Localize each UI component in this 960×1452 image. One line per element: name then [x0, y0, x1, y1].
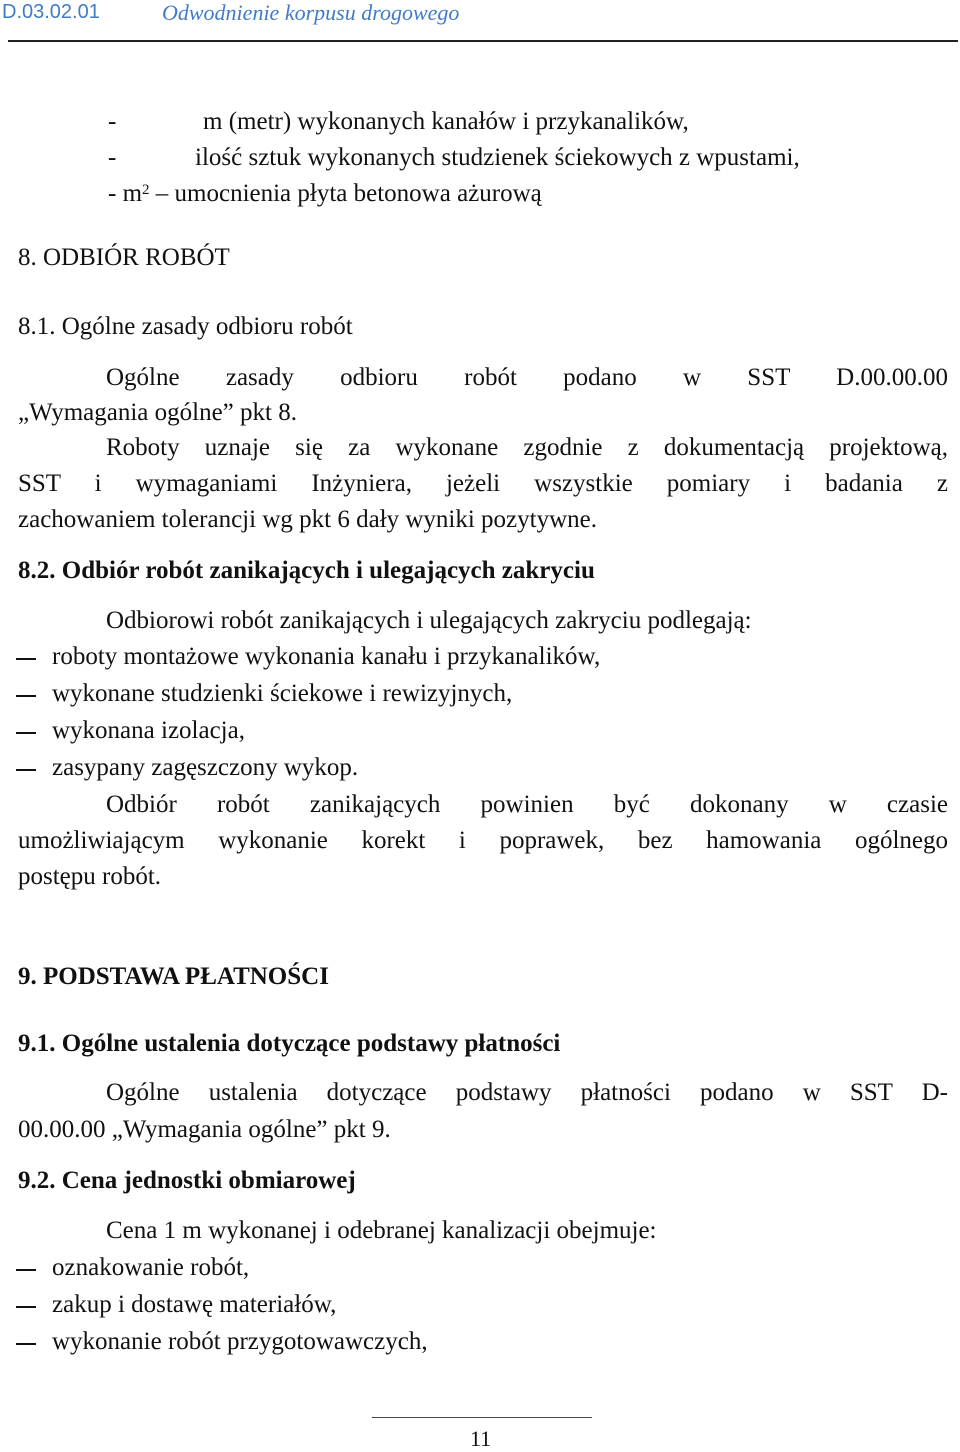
list-item: ilość sztuk wykonanych studzienek ściekowych z wpustami,	[195, 144, 800, 171]
paragraph-line: Roboty uznaje się za wykonane zgodnie z dokumentacją projektową,	[106, 434, 948, 461]
list-item: roboty montażowe wykonania kanału i przykanalików,	[52, 643, 601, 670]
document-title: Odwodnienie korpusu drogowego	[162, 0, 460, 25]
paragraph-line: 00.00.00 „Wymagania ogólne” pkt 9.	[18, 1116, 391, 1143]
document-code: D.03.02.01	[2, 1, 100, 23]
bullet-dash	[16, 1343, 36, 1345]
list-item: wykonane studzienki ściekowe i rewizyjnych,	[52, 680, 513, 707]
bullet-dash	[16, 732, 36, 734]
paragraph-line: Odbiorowi robót zanikających i ulegających zakryciu podlegają:	[106, 607, 752, 634]
paragraph-line: SST i wymaganiami Inżyniera, jeżeli wszystkie pomiary i badania z	[18, 470, 948, 497]
bullet-dash	[16, 658, 36, 660]
subsection-heading: 8.2. Odbiór robót zanikających i ulegających zakryciu	[18, 557, 595, 584]
list-item: m (metr) wykonanych kanałów i przykanalików,	[203, 108, 689, 135]
page-number: 11	[470, 1426, 492, 1451]
list-item-prefix: - m	[108, 180, 143, 207]
subsection-heading: 9.2. Cena jednostki obmiarowej	[18, 1167, 356, 1194]
list-item-text: – umocnienia płyta betonowa ażurową	[155, 180, 542, 207]
list-item-dash: -	[108, 144, 117, 171]
list-item: zakup i dostawę materiałów,	[52, 1291, 337, 1318]
list-item	[108, 179, 542, 209]
list-item: oznakowanie robót,	[52, 1254, 250, 1281]
superscript: 2	[142, 182, 150, 198]
footer-divider	[372, 1417, 592, 1418]
paragraph-line: Odbiór robót zanikających powinien być dokonany w czasie	[106, 791, 948, 818]
bullet-dash	[16, 1306, 36, 1308]
bullet-dash	[16, 769, 36, 771]
subsection-heading: 9.1. Ogólne ustalenia dotyczące podstawy płatności	[18, 1030, 561, 1057]
paragraph-line: zachowaniem tolerancji wg pkt 6 dały wyniki pozytywne.	[18, 506, 598, 533]
subsection-heading: 8.1. Ogólne zasady odbioru robót	[18, 313, 353, 340]
paragraph-line: „Wymagania ogólne” pkt 8.	[18, 399, 297, 426]
bullet-dash	[16, 1269, 36, 1271]
paragraph-line: Ogólne zasady odbioru robót podano w SST D.00.00.00	[106, 364, 948, 391]
section-heading: 9. PODSTAWA PŁATNOŚCI	[18, 963, 329, 990]
list-item: wykonana izolacja,	[52, 717, 245, 744]
paragraph-line: postępu robót.	[18, 863, 162, 890]
paragraph-line: Cena 1 m wykonanej i odebranej kanalizacji obejmuje:	[106, 1217, 657, 1244]
list-item: zasypany zagęszczony wykop.	[52, 754, 359, 781]
list-item-dash: -	[108, 108, 117, 135]
paragraph-line: umożliwiającym wykonanie korekt i poprawek, bez hamowania ogólnego	[18, 827, 948, 854]
header-divider	[8, 40, 958, 42]
section-heading: 8. ODBIÓR ROBÓT	[18, 244, 230, 271]
bullet-dash	[16, 695, 36, 697]
paragraph-line: Ogólne ustalenia dotyczące podstawy płatności podano w SST D-	[106, 1079, 948, 1106]
list-item: wykonanie robót przygotowawczych,	[52, 1328, 428, 1355]
